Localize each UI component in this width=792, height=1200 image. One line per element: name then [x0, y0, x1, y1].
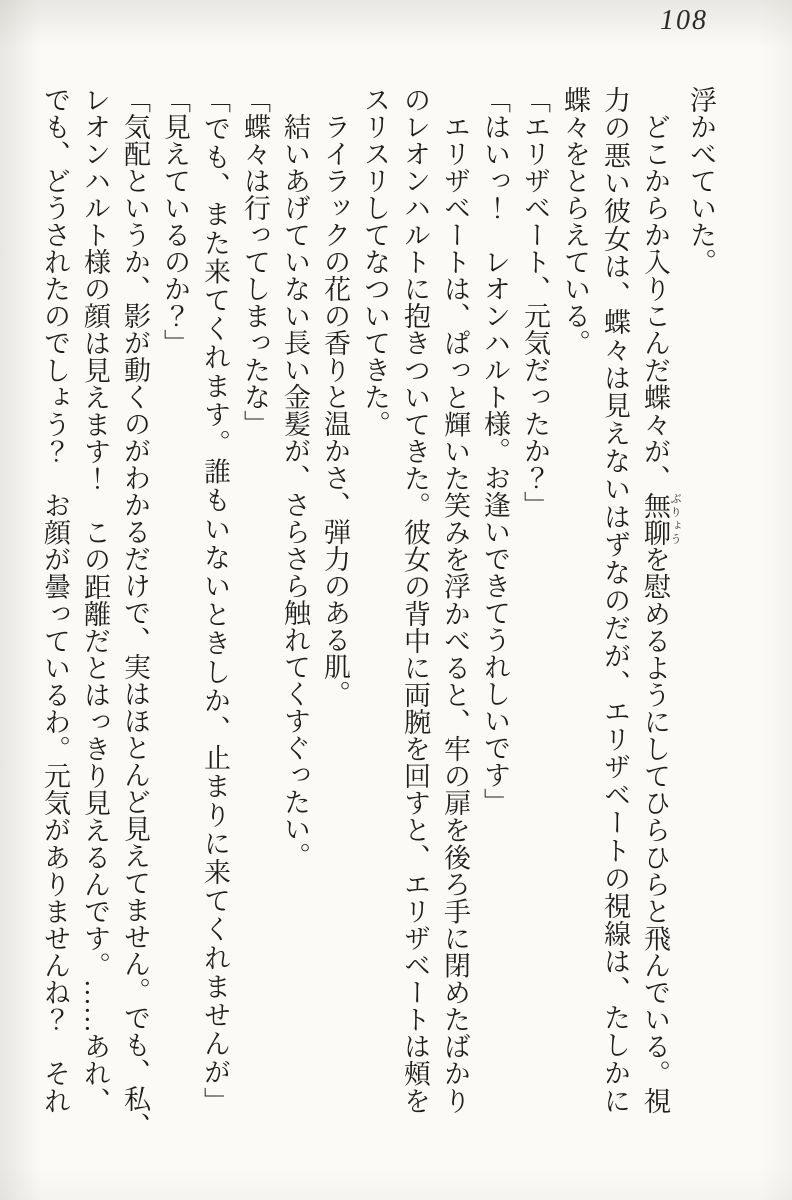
text-column: スリスリしてなついてきた。: [360, 86, 390, 437]
page-number: 108: [660, 5, 708, 36]
text-column: 「エリザベート、元気だったか？」: [520, 86, 550, 518]
text-column: どこからか入りこんだ蝶々が、無聊 ぶりょうを慰めるようにしてひらひらと飛んでいる。視: [640, 113, 681, 1115]
text-column: 「見えているのか？」: [160, 86, 190, 356]
text-column: 「でも、また来てくれます。誰もいないときしか、止まりに来てくれませんが」: [200, 86, 230, 1114]
text-column: 蝶々をとらえている。: [560, 86, 590, 356]
text-column: 浮かべていた。: [686, 86, 716, 275]
text-column: のレオンハルトに抱きついてきた。彼女の背中に両腕を回すと、エリザベートは頰を: [400, 86, 430, 1114]
ruby-annotated-word: 無聊 ぶりょう: [640, 491, 681, 546]
text-column: 「気配というか、影が動くのがわかるだけで、実はほとんど見えてません。でも、私、: [120, 86, 150, 1139]
text-column: レオンハルト様の顔は見えます！ この距離だとはっきり見えるんです。……あれ、: [80, 86, 110, 1114]
text-column: 力の悪い彼女は、蝶々は見えないはずなのだが、エリザベートの視線は、たしかに: [600, 86, 630, 1114]
text-column: でも、どうされたのでしょう？ お顔が曇っているわ。元気がありませんね？ それ: [40, 86, 70, 1114]
text-column: ライラックの花の香りと温かさ、弾力のある肌。: [320, 113, 350, 707]
vertical-text-block: [35, 86, 721, 1139]
text-column: 「蝶々は行ってしまったな」: [240, 86, 270, 437]
text-column: エリザベートは、ぱっと輝いた笑みを浮かべると、牢の扉を後ろ手に閉めたばかり: [440, 113, 470, 1114]
text-column: 「はいっ！ レオンハルト様。お逢いできてうれしいです」: [480, 86, 510, 815]
text-column: 結いあげていない長い金髪が、さらさら触れてくすぐったい。: [280, 113, 310, 869]
